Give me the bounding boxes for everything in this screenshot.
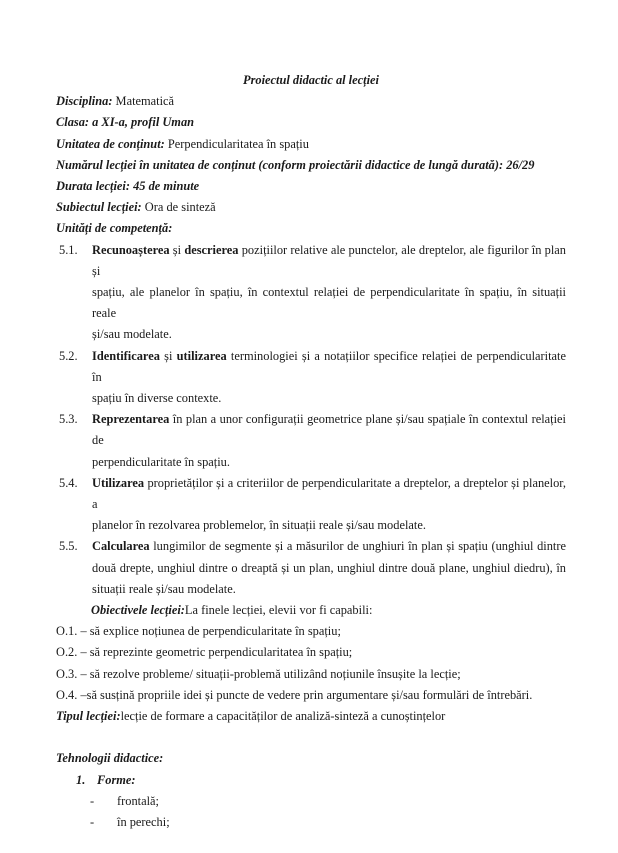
objective-text: – să rezolve probleme/ situații-problemă utilizând noțiunile însușite la lecție; <box>77 666 461 681</box>
blank-line <box>56 727 566 748</box>
objective-text: – să reprezinte geometric perpendicularitatea în spațiu; <box>77 645 353 660</box>
objectives-heading-line <box>56 600 566 621</box>
field-line <box>56 176 566 197</box>
field-label: Unitatea de conținut: <box>56 136 165 151</box>
competence-keyword: Identificarea <box>92 348 160 363</box>
competence-segment: situații reale și/sau modelate. <box>92 581 236 596</box>
competence-segment: pozițiilor relative ale punctelor, ale dreptelor, ale figurilor în plan și <box>92 242 566 278</box>
competences-heading: Unități de competență: <box>56 221 173 236</box>
competence-line <box>92 282 566 324</box>
competence-number: 5.4. <box>59 475 78 490</box>
competence-keyword: Utilizarea <box>92 475 145 490</box>
objective-text: –să susțină propriile idei și puncte de vedere prin argumentare și/sau formulări de întrebări. <box>77 687 533 702</box>
dash-bullet-icon: - <box>90 815 95 830</box>
competence-line <box>92 558 566 579</box>
competence-text <box>92 473 566 537</box>
field-label: Subiectul lecției: <box>56 200 142 215</box>
technologies-list <box>56 770 566 834</box>
competence-line <box>92 409 566 451</box>
competence-item <box>59 240 566 346</box>
lesson-type-value: lecție de formare a capacităților de analiză-sinteză a cunoștințelor <box>120 709 446 724</box>
objective-text: – să explice noțiunea de perpendicularitate în spațiu; <box>77 624 341 639</box>
competence-item <box>59 346 566 410</box>
competence-line <box>92 473 566 515</box>
competence-line <box>92 388 566 409</box>
field-value: Ora de sinteză <box>141 200 216 215</box>
competence-segment: și <box>169 242 185 257</box>
competence-number: 5.2. <box>59 348 78 363</box>
lesson-type-line <box>56 706 566 727</box>
dash-bullet-icon: - <box>90 793 95 808</box>
competence-segment: perpendicularitate în spațiu. <box>92 454 230 469</box>
competence-segment: și/sau modelate. <box>92 327 172 342</box>
competence-item <box>59 409 566 473</box>
competence-text <box>92 346 566 410</box>
technology-section <box>56 770 566 791</box>
competence-segment: două drepte, unghiul dintre o dreaptă și un plan, unghiul dintre două plane, unghiul diedru), în <box>92 560 566 575</box>
competence-segment: proprietăților și a criteriilor de perpendicularitate a dreptelor, a dreptelor și planelor, a <box>92 475 566 512</box>
competences-list <box>56 240 566 600</box>
technology-form-text: frontală; <box>117 793 159 808</box>
competence-segment: în plan a unor configurații geometrice plane și/sau spațiale în contextul relației de <box>92 412 566 448</box>
competence-segment: și <box>159 348 177 363</box>
competence-text <box>92 536 566 600</box>
competence-keyword: utilizarea <box>176 348 227 363</box>
competence-line <box>92 515 566 536</box>
competence-text <box>92 409 566 473</box>
field-value: Matematică <box>112 94 175 109</box>
field-line <box>56 91 566 112</box>
field-value: Perpendicularitatea în spațiu <box>164 136 309 151</box>
objective-item <box>56 664 566 685</box>
competence-line <box>92 346 566 388</box>
competence-line <box>92 324 566 345</box>
document-title: Proiectul didactic al lecției <box>243 73 379 87</box>
competence-item <box>59 473 566 537</box>
competence-text <box>92 240 566 346</box>
technology-form-item <box>56 812 566 833</box>
technology-form-text: în perechi; <box>117 815 170 830</box>
field-line <box>56 155 566 176</box>
objective-item <box>56 642 566 663</box>
competence-keyword: Recunoașterea <box>92 242 170 257</box>
field-label: Durata lecției: 45 de minute <box>56 179 200 194</box>
objective-code: O.4. <box>56 687 78 702</box>
technology-number: 1. <box>76 772 86 787</box>
competence-segment: terminologiei și a notațiilor specifice relației de perpendicularitate în <box>92 348 566 384</box>
competence-line <box>92 452 566 473</box>
competence-line <box>92 579 566 600</box>
field-line <box>56 197 566 218</box>
objective-item <box>56 685 566 706</box>
technologies-heading: Tehnologii didactice: <box>56 751 164 766</box>
competence-keyword: Calcularea <box>92 539 150 554</box>
objective-item <box>56 621 566 642</box>
competence-line <box>92 536 566 557</box>
competence-segment: lungimilor de segmente și a măsurilor de unghiuri în plan și spațiu (unghiul dintre <box>149 539 566 554</box>
objective-code: O.3. <box>56 666 78 681</box>
objectives-heading: Obiectivele lecției: <box>91 603 185 618</box>
competence-keyword: Reprezentarea <box>92 412 170 427</box>
field-label: Disciplina: <box>56 94 113 109</box>
document-page <box>56 0 566 853</box>
technology-label: Forme: <box>97 772 136 787</box>
competence-segment: planelor în rezolvarea problemelor, în situații reale și/sau modelate. <box>92 518 426 533</box>
field-line <box>56 112 566 133</box>
competence-number: 5.3. <box>59 412 78 427</box>
competence-number: 5.5. <box>59 539 78 554</box>
lesson-type-label: Tipul lecției: <box>56 709 121 724</box>
header-fields <box>56 91 566 218</box>
objective-code: O.1. <box>56 624 78 639</box>
objectives-list <box>56 621 566 706</box>
competence-number: 5.1. <box>59 242 78 257</box>
field-label: Numărul lecției în unitatea de conținut (conform proiectării didactice de lungă durată): 26/29 <box>56 157 535 172</box>
objectives-intro: La finele lecției, elevii vor fi capabili: <box>184 603 373 618</box>
field-line <box>56 134 566 155</box>
competence-item <box>59 536 566 600</box>
field-label: Clasa: a XI-a, profil Uman <box>56 115 195 130</box>
competence-segment: spațiu în diverse contexte. <box>92 391 222 406</box>
objective-code: O.2. <box>56 645 78 660</box>
competence-line <box>92 240 566 282</box>
technology-form-item <box>56 791 566 812</box>
competence-keyword: descrierea <box>184 242 239 257</box>
competence-segment: spațiu, ale planelor în spațiu, în contextul relației de perpendicularitate în spațiu, în situații reale <box>92 285 566 321</box>
